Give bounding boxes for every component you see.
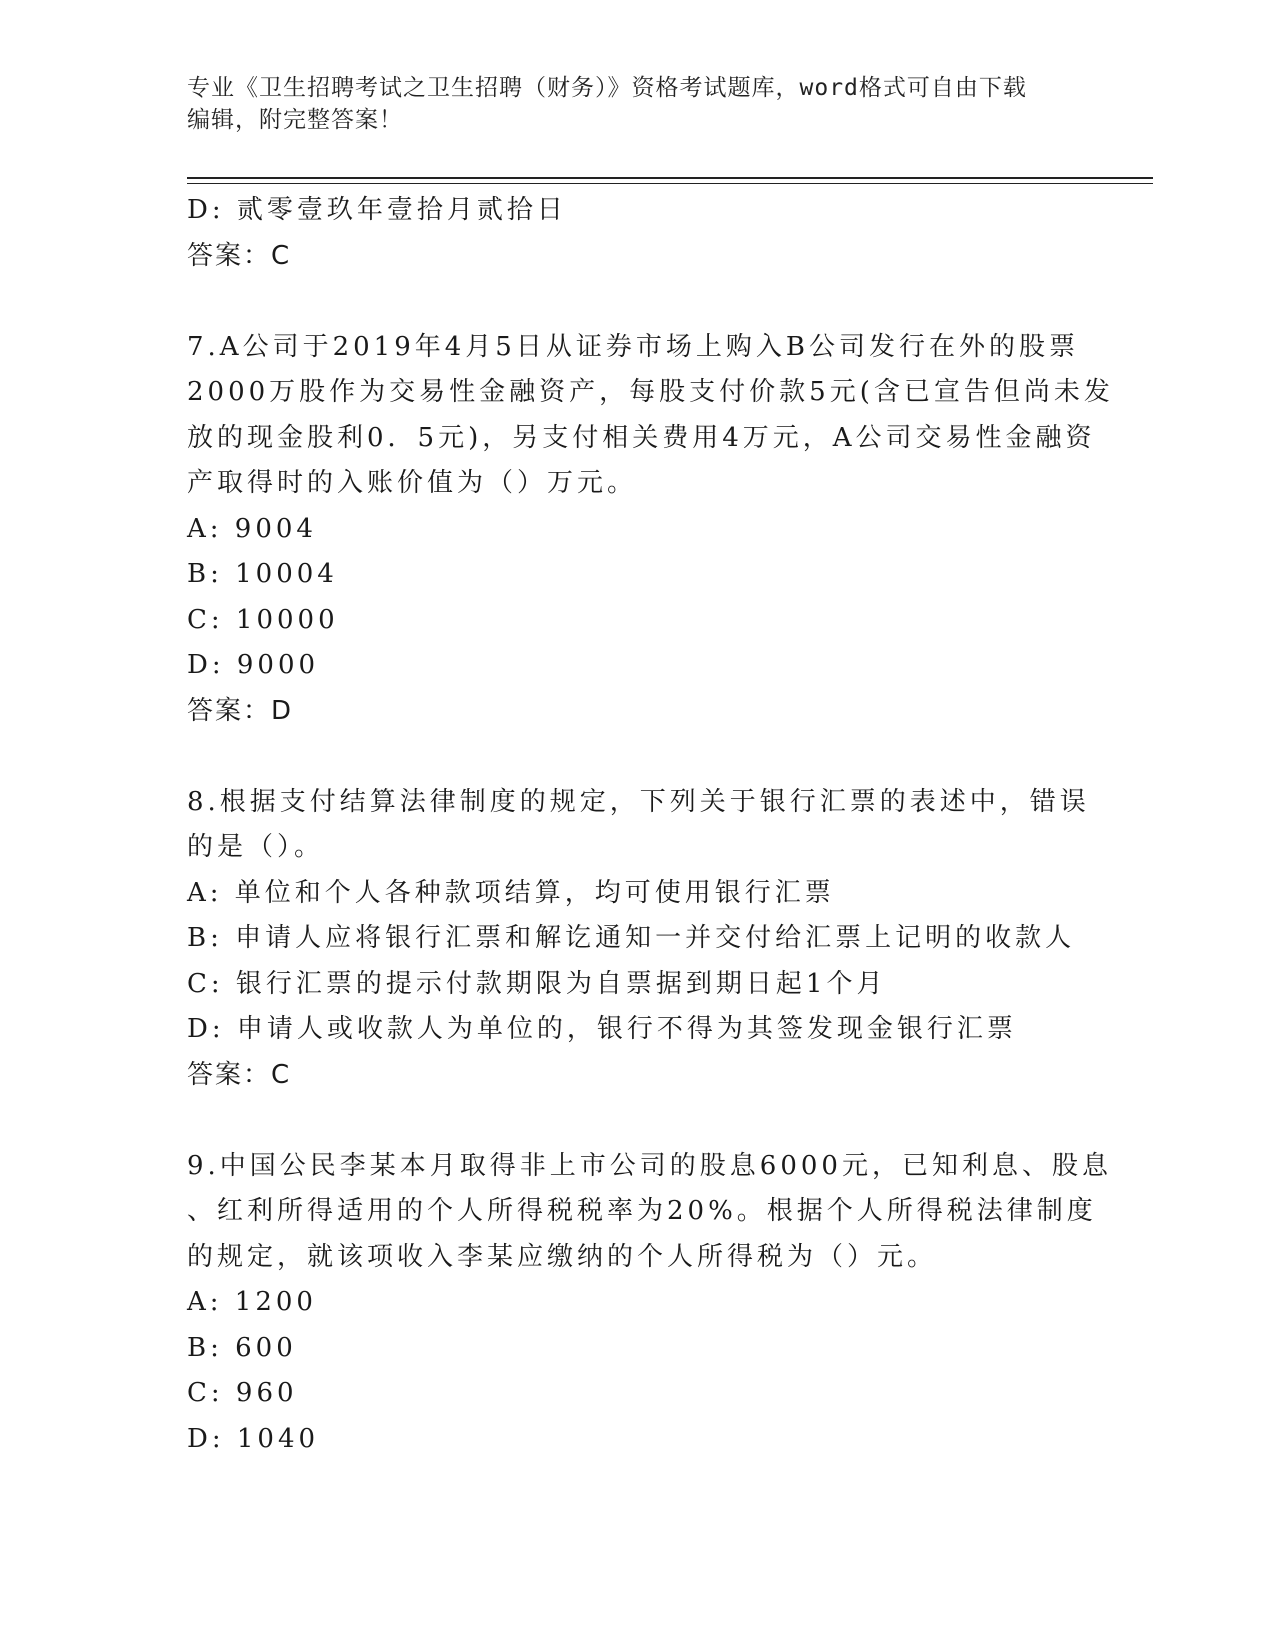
q9-text-line-1: 9.中国公民李某本月取得非上市公司的股息6000元，已知利息、股息 — [187, 1150, 1112, 1181]
prev-answer: 答案：C — [187, 240, 292, 271]
q8-text-line-1: 8.根据支付结算法律制度的规定，下列关于银行汇票的表述中，错误 — [187, 786, 1090, 817]
spacer — [187, 1098, 1087, 1144]
q7-option-a: A: 9004 — [187, 513, 317, 544]
q9-option-a: A: 1200 — [187, 1287, 317, 1317]
question-7 — [187, 325, 1114, 735]
q8-text-line-2: 的是（）。 — [187, 832, 325, 862]
question-content — [187, 188, 1114, 1462]
q7-text-line-1: 7.A公司于2019年4月5日从证券市场上购入B公司发行在外的股票 — [187, 331, 1079, 362]
q7-text-line-3: 放的现金股利0．5元)，另支付相关费用4万元，A公司交易性金融资 — [187, 422, 1096, 453]
q8-option-d: D: 申请人或收款人为单位的，银行不得为其签发现金银行汇票 — [187, 1014, 1017, 1044]
header-rule-thin — [187, 183, 1153, 184]
header-line-1: 专业《卫生招聘考试之卫生招聘（财务）》资格考试题库，word格式可自由下载 — [187, 75, 1027, 101]
q7-text-line-4: 产取得时的入账价值为（）万元。 — [187, 468, 638, 498]
question-8 — [187, 780, 1090, 1099]
q9-option-d: D: 1040 — [187, 1423, 320, 1454]
q7-option-d: D: 9000 — [187, 650, 320, 680]
q9-text-line-3: 的规定，就该项收入李某应缴纳的个人所得税为（）元。 — [187, 1241, 938, 1272]
q7-text-line-2: 2000万股作为交易性金融资产，每股支付价款5元(含已宣告但尚未发 — [187, 377, 1114, 407]
prev-option-d: D: 贰零壹玖年壹拾月贰拾日 — [187, 195, 567, 225]
q7-option-b: B: 10004 — [187, 559, 338, 589]
q9-option-c: C: 960 — [187, 1378, 298, 1408]
q7-option-c: C: 10000 — [187, 604, 339, 635]
header-line-2: 编辑，附完整答案！ — [187, 107, 403, 133]
q9-text-line-2: 、红利所得适用的个人所得税税率为20%。根据个人所得税法律制度 — [187, 1196, 1097, 1226]
q8-option-a: A: 单位和个人各种款项结算，均可使用银行汇票 — [187, 877, 835, 908]
header-rule-thick — [187, 177, 1153, 179]
q7-answer: 答案：D — [187, 695, 294, 726]
question-9 — [187, 1144, 1112, 1463]
document-header — [187, 72, 1067, 136]
q8-option-c: C: 银行汇票的提示付款期限为自票据到期日起1个月 — [187, 968, 887, 999]
q9-option-b: B: 600 — [187, 1332, 297, 1363]
spacer — [187, 279, 1087, 325]
spacer — [187, 734, 1087, 780]
q8-option-b: B: 申请人应将银行汇票和解讫通知一并交付给汇票上记明的收款人 — [187, 923, 1076, 953]
q8-answer: 答案：C — [187, 1059, 292, 1090]
